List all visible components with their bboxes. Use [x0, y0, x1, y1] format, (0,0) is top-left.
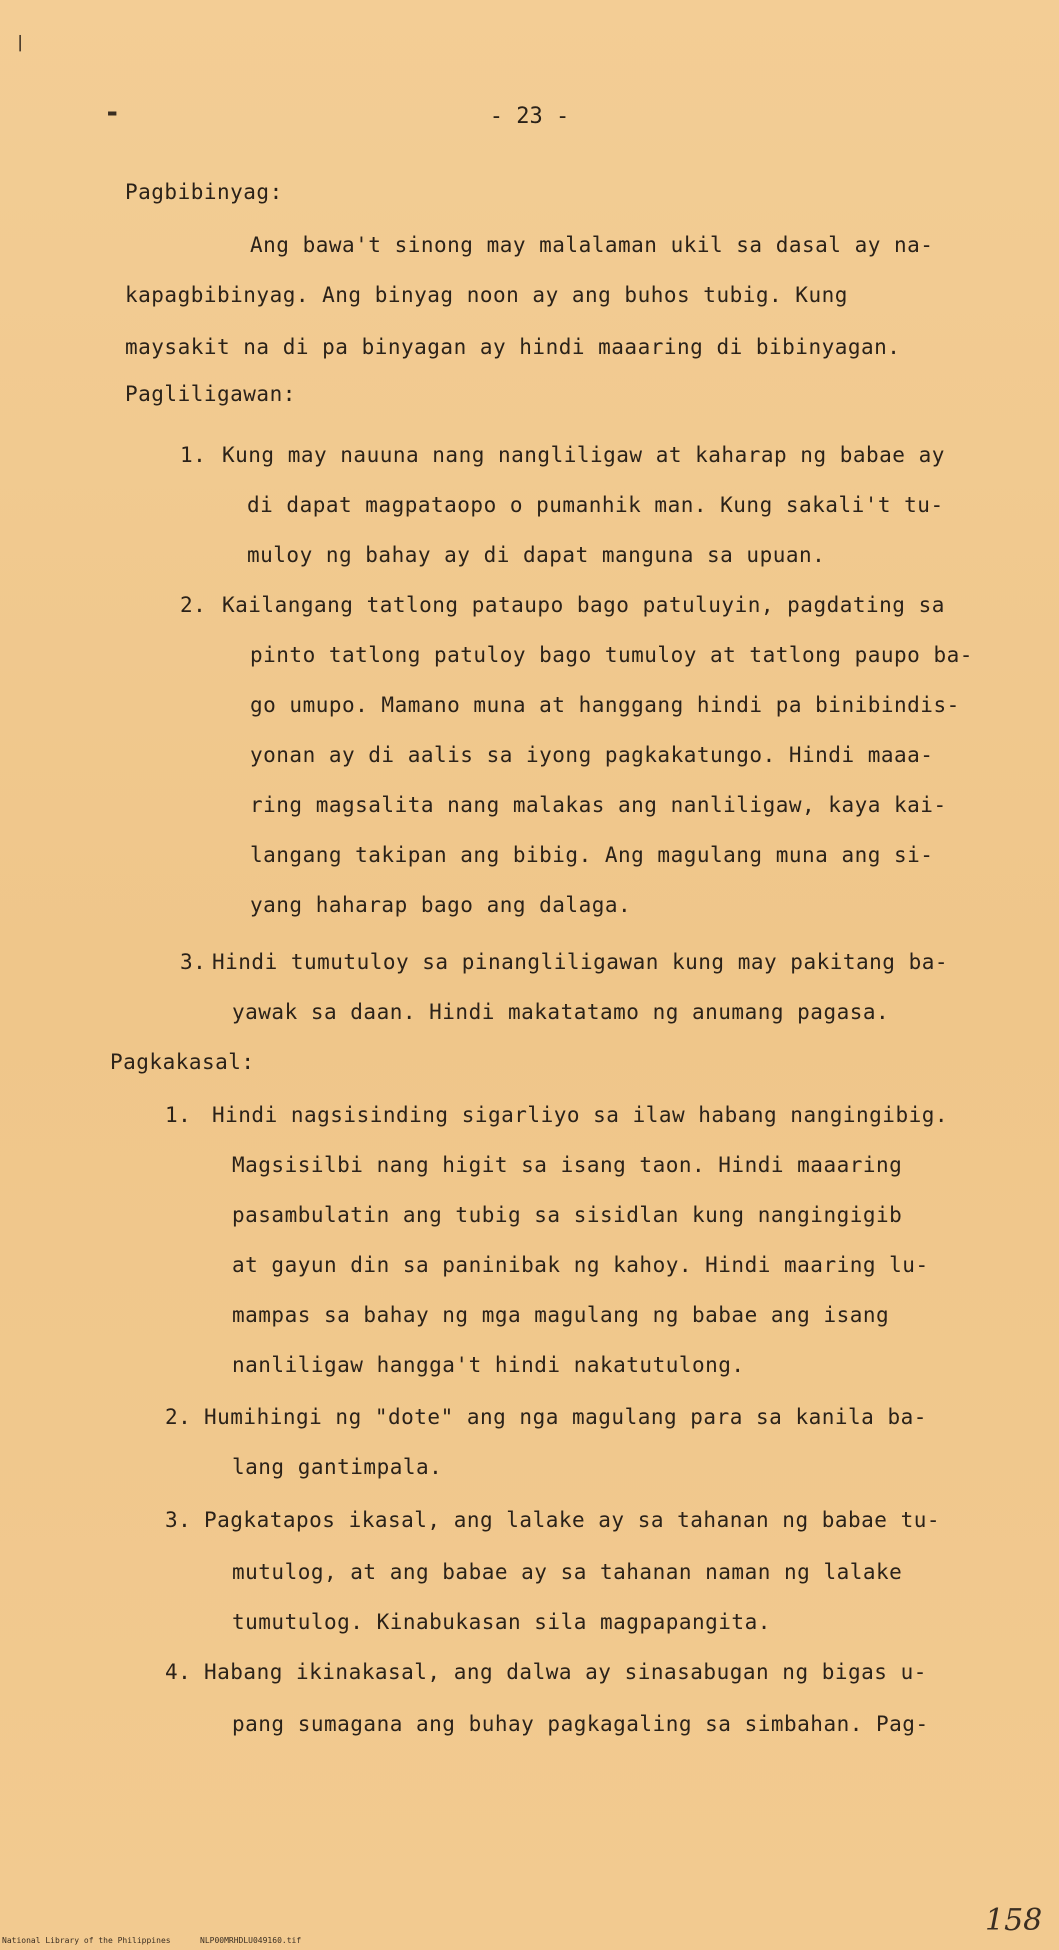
item-number: 3. [165, 1508, 192, 1532]
item-line: Habang ikinakasal, ang dalwa ay sinasabugan ng bigas u- [204, 1660, 927, 1684]
item-number: 2. [165, 1405, 192, 1429]
ink-mark: ❘ [14, 30, 27, 54]
item-line: Hindi tumutuloy sa pinangliligawan kung may pakitang ba- [212, 950, 949, 974]
page-number: - 23 - [489, 104, 570, 129]
item-line: di dapat magpataopo o pumanhik man. Kung sakali't tu- [247, 493, 944, 517]
item-line: pinto tatlong patuloy bago tumuloy at tatlong paupo ba- [250, 643, 973, 667]
paragraph-line: maysakit na di pa binyagan ay hindi maaaring di bibinyagan. [125, 335, 901, 359]
item-line: tumutulog. Kinabukasan sila magpapangita. [232, 1610, 771, 1634]
item-line: pasambulatin ang tubig sa sisidlan kung nangingigib [232, 1203, 903, 1227]
item-line: mutulog, at ang babae ay sa tahanan naman ng lalake [232, 1560, 903, 1584]
item-line: yang haharap bago ang dalaga. [250, 893, 632, 917]
file-id: NLP00MRHDLU049160.tif [200, 1936, 302, 1945]
item-line: yonan ay di aalis sa iyong pagkakatungo. Hindi maaa- [250, 743, 934, 767]
item-number: 1. [165, 1103, 192, 1127]
item-line: pang sumagana ang buhay pagkagaling sa simbahan. Pag- [232, 1712, 929, 1736]
item-line: muloy ng bahay ay di dapat manguna sa upuan. [247, 543, 826, 567]
item-line: langang takipan ang bibig. Ang magulang muna ang si- [250, 843, 934, 867]
item-line: mampas sa bahay ng mga magulang ng babae ang isang [232, 1303, 890, 1327]
item-line: yawak sa daan. Hindi makatatamo ng anumang pagasa. [232, 1000, 890, 1024]
item-line: ring magsalita nang malakas ang nanliligaw, kaya kai- [250, 793, 947, 817]
item-line: at gayun din sa paninibak ng kahoy. Hindi maaring lu- [232, 1253, 929, 1277]
item-line: Hindi nagsisinding sigarliyo sa ilaw habang nangingibig. [212, 1103, 949, 1127]
section-heading: Pagliligawan: [125, 382, 296, 406]
item-line: Pagkatapos ikasal, ang lalake ay sa tahanan ng babae tu- [204, 1508, 941, 1532]
paragraph-line: kapagbibinyag. Ang binyag noon ay ang buhos tubig. Kung [125, 283, 848, 307]
dash-mark: ▬ [108, 105, 117, 121]
item-number: 1. [180, 443, 207, 467]
item-number: 4. [165, 1660, 192, 1684]
item-number: 2. [180, 593, 207, 617]
folio-number: 158 [985, 1903, 1043, 1938]
item-number: 3. [180, 950, 207, 974]
item-line: Humihingi ng "dote" ang nga magulang para sa kanila ba- [204, 1405, 927, 1429]
section-heading: Pagkakasal: [110, 1050, 255, 1074]
archive-credit: National Library of the Philippines [2, 1936, 171, 1945]
item-line: lang gantimpala. [232, 1455, 443, 1479]
item-line: Kailangang tatlong pataupo bago patuluyin, pagdating sa [222, 593, 945, 617]
item-line: go umupo. Mamano muna at hanggang hindi pa binibindis- [250, 693, 960, 717]
section-heading: Pagbibinyag: [125, 180, 283, 204]
item-line: Magsisilbi nang higit sa isang taon. Hindi maaaring [232, 1153, 903, 1177]
paragraph-line: Ang bawa't sinong may malalaman ukil sa dasal ay na- [250, 233, 934, 257]
item-line: Kung may nauuna nang nangliligaw at kaharap ng babae ay [222, 443, 945, 467]
item-line: nanliligaw hangga't hindi nakatutulong. [232, 1353, 745, 1377]
